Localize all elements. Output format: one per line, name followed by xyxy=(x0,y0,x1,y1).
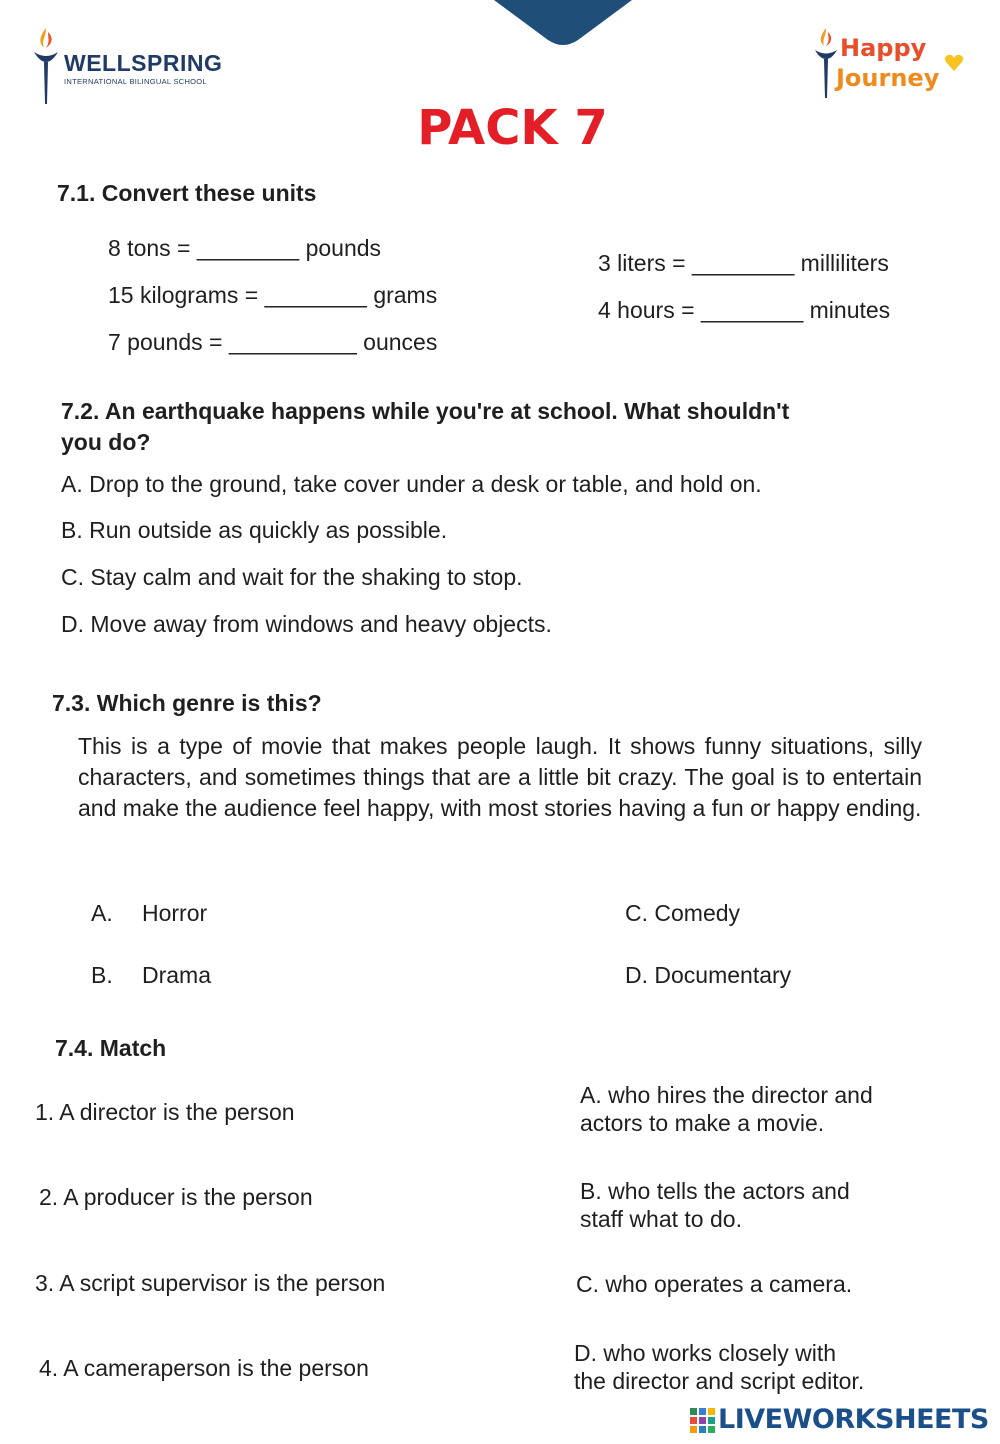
liveworksheets-grid-icon xyxy=(690,1408,716,1434)
logo-word-journey: Journey xyxy=(836,64,940,92)
match-right-item-cont: staff what to do. xyxy=(580,1206,742,1232)
logo-word-happy: Happy xyxy=(840,34,927,62)
conversion-item: 4 hours = ________ minutes xyxy=(598,297,891,323)
wellspring-logo xyxy=(30,26,250,106)
match-right-item: C. who operates a camera. xyxy=(576,1271,853,1297)
match-left-item: 4. A cameraperson is the person xyxy=(39,1355,369,1381)
genre-option-text: Drama xyxy=(142,962,212,988)
conversion-item: 7 pounds = __________ ounces xyxy=(108,329,438,355)
wellspring-subtitle: INTERNATIONAL BILINGUAL SCHOOL xyxy=(64,77,207,86)
genre-option: D. Documentary xyxy=(625,962,792,988)
genre-description: This is a type of movie that makes people laugh. It shows funny situations, silly characters, and sometimes things that are a little bit crazy. The goal is to entertain and make the audience feel happy, with most stories having a fun or happy ending. xyxy=(78,733,922,821)
liveworksheets-logo xyxy=(690,1404,990,1438)
genre-option-letter: B. xyxy=(91,962,113,988)
wellspring-brand: WELLSPRING xyxy=(64,50,223,76)
genre-option: C. Comedy xyxy=(625,900,741,926)
section-7-1-heading: 7.1. Convert these units xyxy=(57,180,317,206)
match-right-item-cont: the director and script editor. xyxy=(574,1368,865,1394)
match-left-item: 3. A script supervisor is the person xyxy=(35,1270,386,1296)
liveworksheets-brand: LIVEWORKSHEETS xyxy=(718,1404,989,1435)
conversion-item: 15 kilograms = ________ grams xyxy=(108,282,438,308)
match-left-item: 1. A director is the person xyxy=(35,1099,295,1125)
answer-option: B. Run outside as quickly as possible. xyxy=(61,517,448,543)
section-7-3-heading: 7.3. Which genre is this? xyxy=(52,690,322,716)
answer-option: A. Drop to the ground, take cover under a desk or table, and hold on. xyxy=(61,471,762,497)
conversion-item: 8 tons = ________ pounds xyxy=(108,235,382,261)
conversion-item: 3 liters = ________ milliliters xyxy=(598,250,889,276)
match-right-item-cont: actors to make a movie. xyxy=(580,1110,825,1136)
genre-option-text: Horror xyxy=(142,900,208,926)
genre-option-letter: A. xyxy=(91,900,113,926)
section-7-4-heading: 7.4. Match xyxy=(55,1035,167,1061)
match-right-item: B. who tells the actors and xyxy=(580,1178,850,1204)
section-7-2-heading-cont: you do? xyxy=(61,429,151,455)
answer-option: D. Move away from windows and heavy objects. xyxy=(61,611,552,637)
section-7-2-heading: 7.2. An earthquake happens while you're at school. What shouldn't xyxy=(61,398,790,424)
match-right-item: D. who works closely with xyxy=(574,1340,837,1366)
happy-journey-logo xyxy=(812,26,972,102)
match-right-item: A. who hires the director and xyxy=(580,1082,873,1108)
match-left-item: 2. A producer is the person xyxy=(39,1184,313,1210)
torch-icon xyxy=(30,26,62,106)
page-title: PACK 7 xyxy=(417,100,608,156)
answer-option: C. Stay calm and wait for the shaking to stop. xyxy=(61,564,523,590)
heart-icon xyxy=(944,54,964,72)
header-notch xyxy=(494,0,632,46)
